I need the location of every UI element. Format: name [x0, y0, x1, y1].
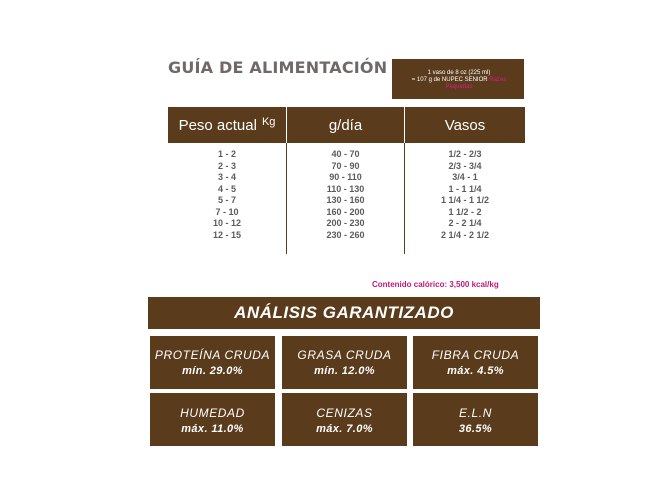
header-weight	[168, 107, 287, 143]
analysis-fat-name: GRASA CRUDA	[297, 348, 392, 362]
cups-column	[405, 143, 525, 254]
cups-cell: 3/4 - 1	[452, 172, 478, 182]
analysis-moisture	[150, 393, 275, 446]
weight-cell: 10 - 12	[212, 218, 242, 228]
analysis-fat	[282, 336, 407, 389]
grams-cell: 110 - 130	[326, 183, 365, 194]
header-weight-unit: Kg	[261, 116, 276, 128]
analysis-fiber-name: FIBRA CRUDA	[431, 348, 520, 362]
weight-column	[168, 143, 287, 254]
serving-note-product: = 107 g de NUPEC SENIOR	[411, 77, 488, 83]
weight-cell: 5 - 7	[217, 195, 236, 205]
analysis-ash-value: máx. 7.0%	[316, 423, 373, 435]
weight-cell: 4 - 5	[217, 183, 236, 194]
serving-note-line1: 1 vaso de 8 oz (225 ml)	[427, 70, 491, 76]
grams-cell: 160 - 200	[326, 206, 365, 217]
analysis-protein	[150, 336, 275, 389]
header-weight-label: Peso actual	[178, 116, 257, 134]
analysis-protein-value: mín. 29.0%	[182, 365, 243, 377]
feeding-table-header	[168, 107, 525, 143]
analysis-protein-name: PROTEÍNA CRUDA	[154, 348, 271, 362]
analysis-nfe-value: 36.5%	[458, 423, 493, 435]
cups-cell: 1/2 - 2/3	[448, 149, 482, 159]
weight-cell: 1 - 2	[217, 149, 236, 159]
analysis-title: ANÁLISIS GARANTIZADO	[148, 297, 540, 329]
analysis-nfe-name: E.L.N	[458, 406, 492, 420]
grams-cell: 70 - 90	[331, 160, 360, 171]
analysis-ash	[282, 393, 407, 446]
analysis-nfe	[413, 393, 538, 446]
grams-column	[287, 143, 405, 254]
caloric-content: Contenido calórico: 3,500 kcal/kg	[372, 280, 499, 289]
page-title: GUÍA DE ALIMENTACIÓN	[168, 58, 388, 77]
cups-cell: 1 - 1 1/4	[448, 183, 482, 194]
serving-note	[392, 59, 524, 99]
cups-cell: 1 1/2 - 2	[448, 206, 482, 217]
header-grams: g/día	[287, 107, 405, 143]
grams-cell: 90 - 110	[329, 172, 362, 182]
grams-cell: 230 - 260	[326, 229, 365, 240]
grams-cell: 200 - 230	[326, 218, 365, 228]
feeding-table-body	[168, 143, 525, 254]
analysis-fiber	[413, 336, 538, 389]
cups-cell: 2 1/4 - 2 1/2	[440, 229, 490, 240]
weight-cell: 2 - 3	[217, 160, 236, 171]
cups-cell: 2 - 2 1/4	[448, 218, 482, 228]
analysis-fat-value: mín. 12.0%	[314, 365, 375, 377]
weight-cell: 3 - 4	[217, 172, 236, 182]
analysis-fiber-value: máx. 4.5%	[447, 365, 504, 377]
header-cups: Vasos	[444, 116, 486, 134]
weight-cell: 12 - 15	[212, 229, 242, 240]
cups-cell: 1 1/4 - 1 1/2	[440, 195, 490, 205]
cups-cell: 2/3 - 3/4	[448, 160, 482, 171]
grams-cell: 130 - 160	[326, 195, 365, 205]
analysis-ash-name: CENIZAS	[316, 406, 373, 420]
weight-cell: 7 - 10	[215, 206, 239, 217]
analysis-moisture-value: máx. 11.0%	[181, 423, 244, 435]
serving-note-line2	[398, 77, 520, 91]
grams-cell: 40 - 70	[331, 149, 360, 159]
serving-note-variant: Razas Pequeñas	[445, 77, 507, 90]
analysis-moisture-name: HUMEDAD	[180, 406, 245, 420]
